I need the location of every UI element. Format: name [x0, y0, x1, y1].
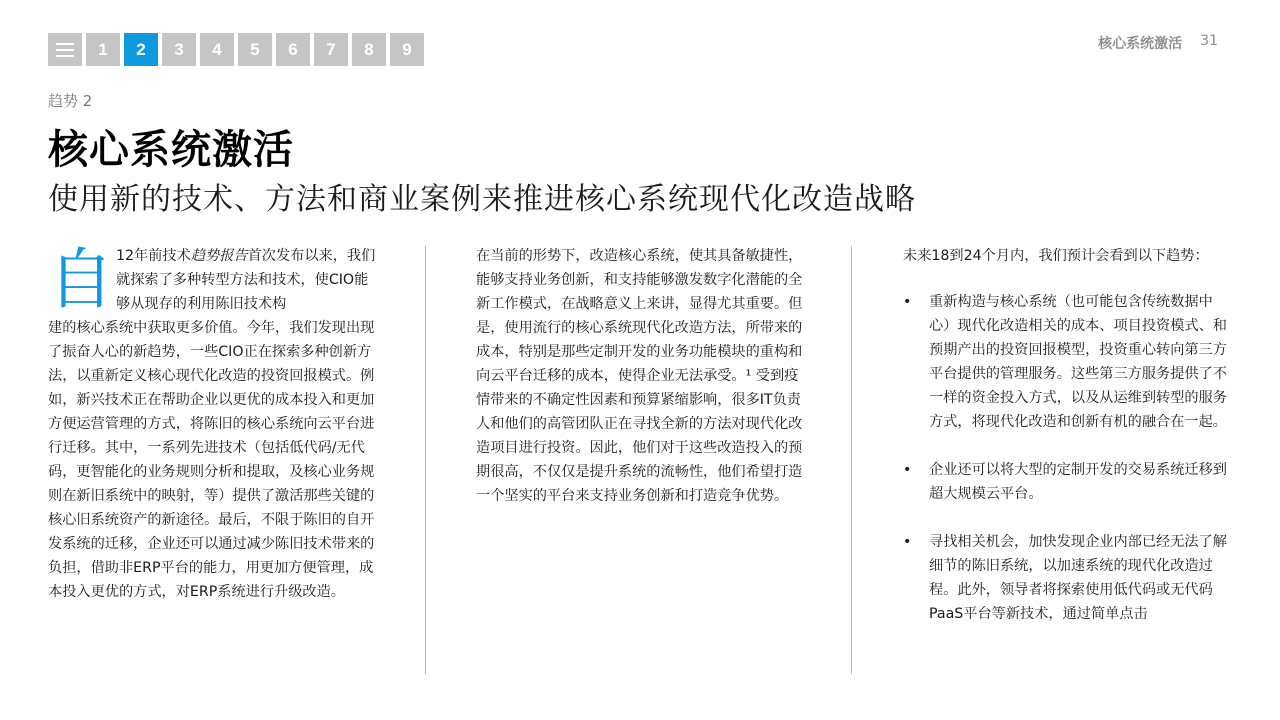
trend-label: 趋势 2 [48, 92, 93, 110]
list-item-text: 企业还可以将大型的定制开发的交易系统迁移到超大规模云平台。 [929, 462, 1227, 502]
page-tab-9[interactable]: 9 [390, 33, 424, 66]
list-item-text: 重新构造与核心系统（也可能包含传统数据中心）现代化改造相关的成本、项目投资模式、和预期产出的投资回报模型，投资重心转向第三方平台提供的管理服务。这些第三方服务提供了不一样的资金投入方式，以及从运维到转型的服务方式，将现代化改造和创新有机的融合在一起。 [929, 294, 1227, 430]
page-number: 31 [1200, 33, 1218, 49]
page-subtitle: 使用新的技术、方法和商业案例来推进核心系统现代化改造战略 [48, 182, 916, 217]
section-title: 核心系统激活 [1098, 36, 1183, 52]
text-column-1 [48, 241, 378, 604]
hamburger-menu-icon [56, 43, 74, 57]
lead-text-before: 12年前技术 [116, 248, 191, 264]
page-tab-8[interactable]: 8 [352, 33, 386, 66]
page-tab-1[interactable]: 1 [86, 33, 120, 66]
body-paragraph: 建的核心系统中获取更多价值。今年，我们发现出现了振奋人心的新趋势，一些CIO正在探索多种创新方法，以重新定义核心现代化改造的投资回报模式。例如，新兴技术正在帮助企业以更优的成本投入和更加方便运营管理的方式，将陈旧的核心系统向云平台进行迁移。其中，一系列先进技术（包括低代码/无代码，更智能化的业务规则分析和提取，及核心业务规则在新旧系统中的映射，等）提供了激活那些关键的核心旧系统资产的新途径。最后，不限于陈旧的自开发系统的迁移，企业还可以通过减少陈旧技术带来的负担，借助非ERP平台的能力，用更加方便管理，成本投入更优的方式，对ERP系统进行升级改造。 [48, 320, 375, 600]
page-tab-7[interactable]: 7 [314, 33, 348, 66]
column-divider-2 [851, 246, 852, 674]
list-item [903, 458, 1233, 506]
page-title: 核心系统激活 [48, 127, 294, 173]
trends-intro: 未来18到24个月内，我们预计会看到以下趋势： [903, 248, 1209, 264]
list-item-text: 寻找相关机会，加快发现企业内部已经无法了解细节的陈旧系统，以加速系统的现代化改造过程。此外，领导者将探索使用低代码或无代码PaaS平台等新技术，通过简单点击 [929, 534, 1227, 622]
bullet-icon: • [903, 462, 912, 478]
page-tab-5[interactable]: 5 [238, 33, 272, 66]
running-header [1098, 33, 1218, 53]
report-name-italic: 趋势报告 [190, 248, 248, 264]
bullet-icon: • [903, 534, 912, 550]
lead-paragraph [116, 244, 378, 316]
page-tab-6[interactable]: 6 [276, 33, 310, 66]
bullet-icon: • [903, 294, 912, 310]
page-navigation [48, 33, 424, 66]
text-column-3 [903, 244, 1233, 650]
trends-list [903, 290, 1233, 626]
page-tab-3[interactable]: 3 [162, 33, 196, 66]
list-item [903, 530, 1233, 626]
lead-text-after: 首次发布以来，我们就探索了多种转型方法和技术，使CIO能够从现存的利用陈旧技术构 [116, 248, 376, 312]
text-column-2 [476, 244, 806, 508]
page-tab-2[interactable]: 2 [124, 33, 158, 66]
page-tab-4[interactable]: 4 [200, 33, 234, 66]
drop-cap: 自 [48, 241, 114, 318]
body-paragraph: 在当前的形势下，改造核心系统，使其具备敏捷性，能够支持业务创新，和支持能够激发数字化潜能的全新工作模式，在战略意义上来讲，显得尤其重要。但是，使用流行的核心系统现代化改造方法，所带来的成本，特别是那些定制开发的业务功能模块的重构和向云平台迁移的成本，使得企业无法承受。¹ 受到疫情带来的不确定性因素和预算紧缩影响，很多IT负责人和他们的高管团队正在寻找全新的方法对现代化改造项目进行投资。因此，他们对于这些改造投入的预期很高，不仅仅是提升系统的流畅性，他们希望打造一个坚实的平台来支持业务创新和打造竞争优势。 [476, 248, 803, 504]
menu-button[interactable] [48, 33, 82, 66]
column-divider-1 [425, 246, 426, 674]
list-item [903, 290, 1233, 434]
